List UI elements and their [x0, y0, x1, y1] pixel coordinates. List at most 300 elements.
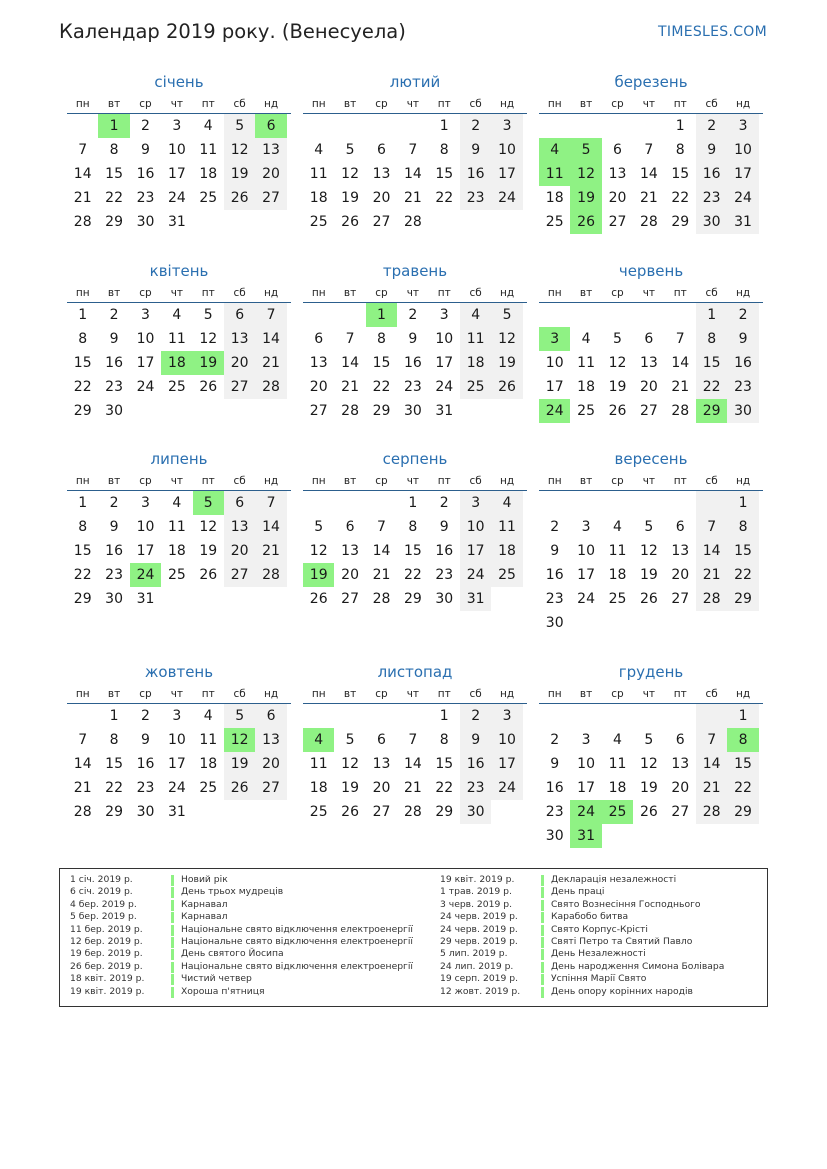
day-cell: 29: [105, 214, 123, 230]
day-cell: 16: [136, 756, 155, 772]
week-row: [539, 114, 763, 138]
empty-cell: [602, 491, 633, 515]
week-row: [539, 824, 763, 848]
legend-date: 3 черв. 2019 р.: [440, 898, 512, 910]
day-cell: 12: [491, 327, 522, 351]
legend-holiday-name: День народження Симона Болівара: [551, 960, 725, 972]
week-row: [67, 351, 291, 375]
day-cell: 1: [727, 704, 758, 728]
day-cell: 23: [105, 567, 123, 583]
day-cell: 28: [403, 214, 422, 230]
day-cell: 13: [224, 515, 255, 539]
legend-color-marker: [541, 974, 544, 985]
weekday-label: сб: [705, 287, 718, 299]
day-cell: 14: [255, 327, 286, 351]
day-cell: 20: [224, 539, 255, 563]
legend-color-marker: [541, 912, 544, 923]
empty-cell: [67, 704, 98, 728]
empty-cell: [303, 491, 334, 515]
weekday-label: чт: [406, 475, 420, 487]
day-cell: 19: [608, 379, 627, 395]
week-row: [539, 351, 763, 375]
week-row: [539, 587, 763, 611]
weekday-label: чт: [406, 688, 420, 700]
day-cell: 30: [435, 591, 454, 607]
weekday-label: сб: [233, 287, 246, 299]
day-cell: 7: [675, 331, 685, 347]
empty-cell: [539, 491, 570, 515]
week-row: [67, 776, 291, 800]
weekday-label: пт: [673, 287, 687, 299]
week-row: [67, 704, 291, 728]
day-cell: 28: [403, 804, 422, 820]
legend-color-marker: [171, 937, 174, 948]
day-cell: 19: [224, 162, 255, 186]
day-cell: 2: [141, 708, 150, 724]
weekday-label: вт: [343, 688, 357, 700]
weekday-label: вт: [343, 287, 357, 299]
legend-holiday-name: Новий рік: [181, 874, 228, 885]
day-cell: 31: [167, 804, 186, 820]
week-row: [539, 515, 763, 539]
legend-row: [70, 961, 413, 973]
legend-row: [440, 961, 724, 973]
day-cell: 8: [727, 515, 758, 539]
day-cell: 31: [460, 587, 491, 611]
weekday-label: пт: [201, 475, 215, 487]
weekday-label: пн: [547, 475, 562, 487]
empty-cell: [255, 800, 286, 824]
holiday-day: 24: [130, 563, 161, 587]
day-cell: 13: [341, 543, 359, 559]
day-cell: 8: [675, 142, 685, 158]
legend-date: 18 квіт. 2019 р.: [70, 973, 145, 985]
week-row: [303, 704, 527, 728]
legend-date: 6 січ. 2019 р.: [70, 886, 133, 898]
day-cell: 29: [671, 214, 690, 230]
month-name: червень: [618, 262, 684, 280]
legend-row: [440, 973, 724, 985]
weekday-label: чт: [170, 98, 184, 110]
day-cell: 24: [167, 780, 186, 796]
day-cell: 15: [727, 539, 758, 563]
day-cell: 9: [460, 138, 491, 162]
day-cell: 11: [199, 732, 218, 748]
week-row: [539, 611, 763, 635]
day-cell: 3: [491, 114, 522, 138]
day-cell: 17: [435, 355, 454, 371]
day-cell: 6: [644, 331, 654, 347]
weekday-label: чт: [406, 98, 420, 110]
day-cell: 20: [341, 567, 359, 583]
day-cell: 20: [608, 190, 627, 206]
day-cell: 21: [696, 776, 727, 800]
day-cell: 6: [255, 704, 286, 728]
weekday-label: ср: [611, 475, 624, 487]
weekday-label: вт: [579, 688, 593, 700]
week-row: [303, 210, 527, 234]
day-cell: 8: [696, 327, 727, 351]
legend-color-marker: [541, 987, 544, 998]
day-cell: 9: [727, 327, 758, 351]
day-cell: 14: [639, 166, 658, 182]
week-row: [303, 114, 527, 138]
day-cell: 6: [675, 732, 685, 748]
weekday-label: пт: [437, 688, 451, 700]
day-cell: 9: [550, 543, 560, 559]
holiday-day: 8: [727, 728, 758, 752]
weekday-label: чт: [170, 475, 184, 487]
month-name: жовтень: [144, 663, 214, 681]
weekday-label: пн: [75, 475, 90, 487]
empty-cell: [334, 303, 365, 327]
weekday-label: чт: [642, 98, 656, 110]
day-cell: 10: [435, 331, 454, 347]
day-cell: 23: [460, 776, 491, 800]
weekday-label: нд: [735, 98, 751, 110]
empty-cell: [366, 704, 397, 728]
week-row: [539, 327, 763, 351]
legend-row: [440, 886, 724, 898]
weekday-label: вт: [107, 287, 121, 299]
weekday-header: [303, 474, 527, 491]
day-cell: 22: [403, 567, 422, 583]
day-cell: 2: [460, 704, 491, 728]
week-row: [67, 114, 291, 138]
day-cell: 29: [105, 804, 123, 820]
day-cell: 13: [671, 756, 690, 772]
day-cell: 13: [639, 355, 658, 371]
day-cell: 23: [435, 567, 454, 583]
weekday-label: сб: [705, 98, 718, 110]
day-cell: 15: [372, 355, 391, 371]
weekday-label: чт: [642, 688, 656, 700]
weekday-label: ср: [139, 98, 152, 110]
day-cell: 7: [696, 728, 727, 752]
day-cell: 17: [545, 379, 564, 395]
day-cell: 3: [172, 708, 182, 724]
day-cell: 28: [372, 591, 391, 607]
day-cell: 22: [727, 776, 758, 800]
day-cell: 25: [577, 403, 595, 419]
legend-row: [440, 911, 724, 923]
week-row: [303, 399, 527, 423]
holiday-day: 3: [539, 327, 570, 351]
day-cell: 13: [255, 138, 286, 162]
day-cell: 8: [109, 142, 119, 158]
day-cell: 12: [341, 756, 359, 772]
week-row: [67, 800, 291, 824]
day-cell: 30: [105, 591, 123, 607]
empty-cell: [602, 824, 633, 848]
day-cell: 18: [309, 780, 328, 796]
day-cell: 17: [167, 166, 186, 182]
day-cell: 23: [727, 375, 758, 399]
day-cell: 7: [255, 303, 286, 327]
week-row: [539, 186, 763, 210]
month-name: вересень: [614, 450, 688, 468]
day-cell: 7: [78, 732, 88, 748]
day-cell: 23: [545, 591, 564, 607]
day-cell: 2: [550, 519, 560, 535]
day-cell: 9: [550, 756, 560, 772]
empty-cell: [334, 704, 365, 728]
day-cell: 9: [696, 138, 727, 162]
month-11: [303, 662, 527, 824]
day-cell: 23: [460, 186, 491, 210]
legend-row: [440, 986, 724, 998]
weekday-label: ср: [611, 688, 624, 700]
day-cell: 15: [403, 543, 422, 559]
weekday-label: нд: [263, 98, 279, 110]
empty-cell: [334, 114, 365, 138]
day-cell: 5: [644, 732, 654, 748]
day-cell: 25: [199, 780, 218, 796]
weekday-label: нд: [499, 688, 515, 700]
day-cell: 15: [105, 166, 123, 182]
day-cell: 30: [727, 399, 758, 423]
day-cell: 16: [696, 162, 727, 186]
day-cell: 27: [639, 403, 658, 419]
legend-holiday-name: День опору корінних народів: [551, 985, 693, 997]
empty-cell: [633, 303, 664, 327]
day-cell: 30: [403, 403, 422, 419]
day-cell: 6: [224, 303, 255, 327]
week-row: [303, 776, 527, 800]
weekday-header: [303, 97, 527, 114]
weekday-label: нд: [735, 475, 751, 487]
week-row: [67, 162, 291, 186]
weekday-label: ср: [611, 287, 624, 299]
day-cell: 31: [167, 214, 186, 230]
day-cell: 18: [545, 190, 564, 206]
weekday-label: пт: [673, 475, 687, 487]
empty-cell: [696, 611, 727, 635]
day-cell: 21: [403, 780, 422, 796]
holiday-day: 19: [570, 186, 601, 210]
day-cell: 16: [460, 162, 491, 186]
day-cell: 14: [403, 166, 422, 182]
day-cell: 1: [109, 708, 119, 724]
weekday-label: пн: [547, 287, 562, 299]
day-cell: 27: [341, 591, 359, 607]
legend-holiday-name: День праці: [551, 886, 605, 898]
legend-date: 12 бер. 2019 р.: [70, 935, 143, 947]
day-cell: 15: [73, 543, 92, 559]
legend-color-marker: [171, 912, 174, 923]
empty-cell: [696, 491, 727, 515]
weekday-label: сб: [233, 475, 246, 487]
day-cell: 12: [639, 543, 658, 559]
weekday-label: вт: [579, 475, 593, 487]
weekday-label: ср: [375, 688, 388, 700]
legend-date: 29 черв. 2019 р.: [440, 935, 518, 947]
day-cell: 28: [73, 804, 92, 820]
day-cell: 19: [224, 752, 255, 776]
empty-cell: [602, 303, 633, 327]
weekday-label: вт: [107, 688, 121, 700]
day-cell: 8: [78, 519, 88, 535]
day-cell: 9: [460, 728, 491, 752]
day-cell: 28: [639, 214, 658, 230]
day-cell: 7: [345, 331, 355, 347]
legend-row: [70, 886, 413, 898]
legend-date: 19 бер. 2019 р.: [70, 948, 143, 960]
month-name: квітень: [149, 262, 209, 280]
holiday-day: 25: [602, 800, 633, 824]
day-cell: 5: [613, 331, 622, 347]
month-name: липень: [150, 450, 208, 468]
weekday-label: нд: [263, 688, 279, 700]
legend-color-marker: [171, 900, 174, 911]
legend-color-marker: [541, 962, 544, 973]
day-cell: 24: [167, 190, 186, 206]
empty-cell: [602, 114, 633, 138]
weekday-label: пт: [437, 287, 451, 299]
day-cell: 1: [408, 495, 418, 511]
day-cell: 17: [460, 539, 491, 563]
day-cell: 22: [105, 780, 123, 796]
holiday-day: 24: [570, 800, 601, 824]
empty-cell: [696, 824, 727, 848]
day-cell: 21: [671, 379, 690, 395]
legend-date: 26 бер. 2019 р.: [70, 960, 143, 972]
holiday-day: 4: [303, 728, 334, 752]
day-cell: 13: [372, 756, 391, 772]
week-row: [303, 515, 527, 539]
legend-color-marker: [171, 987, 174, 998]
month-9: [539, 449, 763, 635]
day-cell: 14: [671, 355, 690, 371]
holiday-day: 31: [570, 824, 601, 848]
day-cell: 10: [460, 515, 491, 539]
legend-holiday-name: День трьох мудреців: [181, 886, 284, 898]
day-cell: 5: [224, 114, 255, 138]
day-cell: 11: [577, 355, 595, 371]
month-1: [67, 72, 291, 234]
day-cell: 13: [608, 166, 627, 182]
empty-cell: [491, 800, 522, 824]
day-cell: 4: [172, 307, 182, 323]
legend-date: 12 жовт. 2019 р.: [440, 985, 521, 997]
day-cell: 26: [341, 214, 359, 230]
empty-cell: [366, 491, 397, 515]
legend-date: 19 квіт. 2019 р.: [440, 874, 515, 885]
day-cell: 22: [73, 567, 92, 583]
weekday-label: вт: [579, 98, 593, 110]
day-cell: 18: [608, 780, 627, 796]
legend-row: [440, 924, 724, 936]
empty-cell: [633, 824, 664, 848]
day-cell: 4: [613, 519, 622, 535]
day-cell: 2: [141, 118, 150, 134]
weekday-label: нд: [735, 287, 751, 299]
day-cell: 30: [545, 615, 564, 631]
legend-date: 5 лип. 2019 р.: [440, 948, 508, 960]
weekday-label: сб: [469, 475, 482, 487]
empty-cell: [161, 587, 192, 611]
day-cell: 11: [608, 756, 627, 772]
legend-color-marker: [541, 937, 544, 948]
empty-cell: [539, 704, 570, 728]
day-cell: 30: [545, 828, 564, 844]
day-cell: 24: [460, 563, 491, 587]
day-cell: 3: [581, 732, 591, 748]
day-cell: 27: [372, 214, 391, 230]
empty-cell: [224, 399, 255, 423]
day-cell: 14: [403, 756, 422, 772]
weekday-header: [67, 474, 291, 491]
week-row: [539, 752, 763, 776]
weekday-label: сб: [233, 688, 246, 700]
day-cell: 15: [435, 756, 454, 772]
day-cell: 22: [73, 379, 92, 395]
day-cell: 1: [696, 303, 727, 327]
site-link[interactable]: TIMESLES.COM: [658, 24, 767, 40]
legend-holiday-name: Успіння Марії Свято: [551, 973, 647, 985]
day-cell: 20: [639, 379, 658, 395]
day-cell: 2: [408, 307, 418, 323]
weekday-label: пт: [201, 287, 215, 299]
legend-holiday-name: Свято Вознесіння Господнього: [551, 898, 701, 910]
weekday-label: нд: [499, 98, 515, 110]
legend-color-marker: [171, 925, 174, 936]
day-cell: 28: [255, 563, 286, 587]
day-cell: 5: [491, 303, 522, 327]
day-cell: 25: [608, 591, 627, 607]
day-cell: 10: [577, 543, 595, 559]
day-cell: 1: [78, 495, 88, 511]
day-cell: 25: [199, 190, 218, 206]
day-cell: 1: [78, 307, 88, 323]
day-cell: 23: [136, 780, 155, 796]
weekday-label: ср: [611, 98, 624, 110]
weekday-label: пт: [437, 475, 451, 487]
holiday-day: 11: [539, 162, 570, 186]
day-cell: 11: [309, 166, 328, 182]
week-row: [303, 138, 527, 162]
day-cell: 20: [224, 351, 255, 375]
day-cell: 18: [577, 379, 595, 395]
empty-cell: [633, 611, 664, 635]
day-cell: 10: [167, 142, 186, 158]
legend-date: 19 квіт. 2019 р.: [70, 985, 145, 997]
day-cell: 20: [255, 752, 286, 776]
day-cell: 29: [727, 587, 758, 611]
empty-cell: [224, 210, 255, 234]
day-cell: 8: [439, 732, 449, 748]
week-row: [67, 138, 291, 162]
legend-date: 1 січ. 2019 р.: [70, 874, 133, 885]
day-cell: 11: [460, 327, 491, 351]
week-row: [67, 587, 291, 611]
week-row: [303, 728, 527, 752]
weekday-label: ср: [375, 475, 388, 487]
weekday-label: чт: [642, 475, 656, 487]
day-cell: 7: [78, 142, 88, 158]
day-cell: 27: [309, 403, 328, 419]
empty-cell: [570, 611, 601, 635]
day-cell: 20: [671, 567, 690, 583]
day-cell: 3: [172, 118, 182, 134]
day-cell: 26: [224, 776, 255, 800]
week-row: [303, 800, 527, 824]
month-12: [539, 662, 763, 848]
day-cell: 6: [377, 732, 386, 748]
holiday-day: 19: [193, 351, 224, 375]
day-cell: 9: [141, 732, 150, 748]
empty-cell: [429, 210, 460, 234]
